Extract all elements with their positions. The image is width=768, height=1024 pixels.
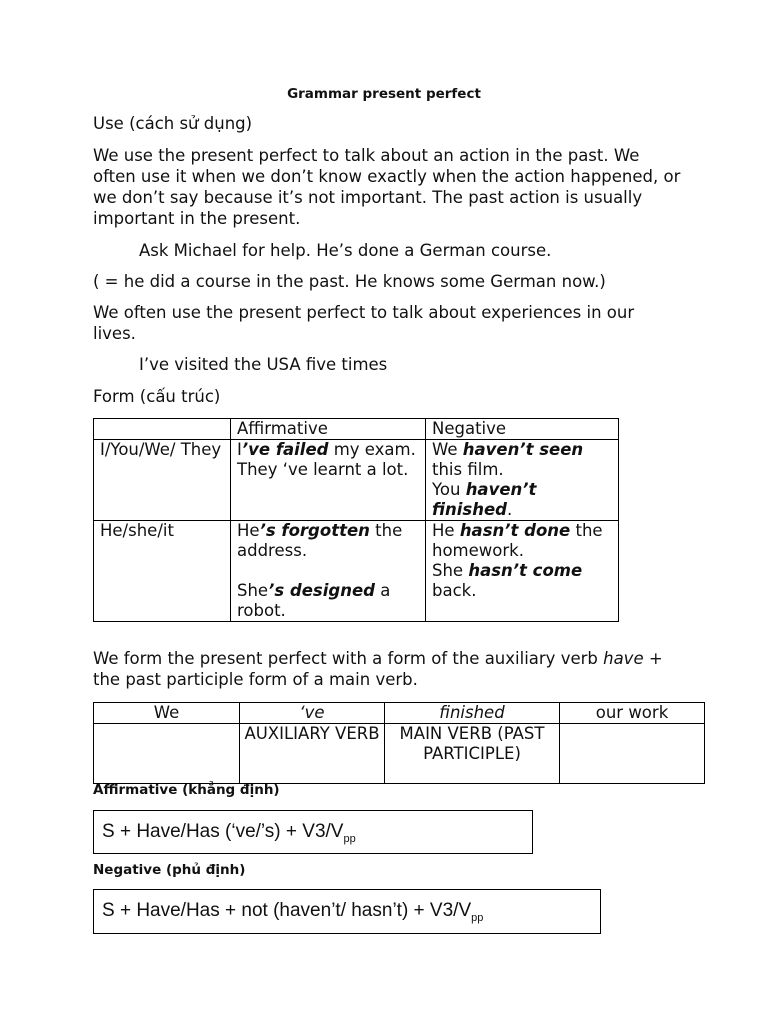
text: the address.: [237, 521, 403, 560]
example-sentence-1: Ask Michael for help. He’s done a German course.: [139, 241, 552, 260]
text: my exam.: [328, 440, 416, 459]
text: She: [237, 581, 269, 600]
structure-cell: our work: [560, 703, 705, 724]
explanation-1: ( = he did a course in the past. He knows some German now.): [93, 272, 606, 291]
paragraph-form: [93, 648, 683, 690]
emphasis: ’ve failed: [241, 440, 329, 459]
affirmative-cell: [231, 521, 426, 622]
text: a robot.: [237, 581, 391, 620]
text: He: [237, 521, 260, 540]
text: back.: [432, 581, 477, 600]
negative-label: Negative (phủ định): [93, 862, 246, 878]
emphasis: have: [603, 649, 644, 668]
structure-cell: We: [94, 703, 240, 724]
negative-formula: [93, 889, 601, 934]
example-sentence-2: I’ve visited the USA five times: [139, 355, 388, 374]
table-row: [94, 419, 619, 440]
emphasis: hasn’t come: [468, 561, 583, 580]
structure-cell: MAIN VERB (PAST PARTICIPLE): [385, 724, 560, 784]
text: I: [237, 440, 242, 459]
emphasis: hasn’t done: [459, 521, 571, 540]
negative-cell: [426, 440, 619, 521]
emphasis: haven’t finished: [432, 480, 537, 519]
emphasis: haven’t seen: [462, 440, 584, 459]
use-heading: Use (cách sử dụng): [93, 114, 253, 133]
negative-cell: [426, 521, 619, 622]
affirmative-label: Affirmative (khẳng định): [93, 782, 280, 798]
text: this film.: [432, 460, 504, 479]
emphasis: ’s designed: [268, 581, 375, 600]
structure-cell: finished: [385, 703, 560, 724]
affirmative-cell: [231, 440, 426, 521]
text: They ‘ve learnt a lot.: [237, 460, 409, 479]
structure-cell: [560, 724, 705, 784]
structure-table: [93, 702, 705, 784]
table-row: [94, 440, 619, 521]
text: We: [432, 440, 463, 459]
table-header-negative: Negative: [426, 419, 619, 440]
affirmative-formula: [93, 810, 533, 854]
subject-cell: I/You/We/ They: [94, 440, 231, 521]
text: She: [432, 561, 469, 580]
emphasis: ’s forgotten: [259, 521, 370, 540]
page-title: Grammar present perfect: [287, 86, 481, 102]
formula-text: S + Have/Has + not (haven’t/ hasn’t) + V3/V: [102, 900, 472, 921]
text: He: [432, 521, 460, 540]
text: We form the present perfect with a form of the auxiliary verb: [93, 649, 604, 668]
formula-subscript: pp: [343, 832, 356, 845]
subject-cell: He/she/it: [94, 521, 231, 622]
table-row: [94, 521, 619, 622]
form-heading: Form (cấu trúc): [93, 387, 221, 406]
structure-cell: AUXILIARY VERB: [240, 724, 385, 784]
structure-cell: ‘ve: [240, 703, 385, 724]
paragraph-experiences: We often use the present perfect to talk about experiences in our lives.: [93, 303, 640, 343]
formula-subscript: pp: [471, 911, 484, 924]
text: .: [506, 500, 513, 519]
text: + the past participle form of a main verb.: [93, 649, 668, 689]
table-header-affirmative: Affirmative: [231, 419, 426, 440]
table-header-cell: [94, 419, 231, 440]
text: the homework.: [432, 521, 603, 560]
table-row: [94, 724, 705, 784]
paragraph-use: We use the present perfect to talk about an action in the past. We often use it when we don’t know exactly when the action happened, or we don’t say because it’s not important. The past action is usually important in the present.: [93, 146, 686, 228]
text: You: [432, 480, 466, 499]
table-row: [94, 703, 705, 724]
structure-cell: [94, 724, 240, 784]
form-table: [93, 418, 619, 622]
formula-text: S + Have/Has (‘ve/’s) + V3/V: [102, 821, 344, 842]
